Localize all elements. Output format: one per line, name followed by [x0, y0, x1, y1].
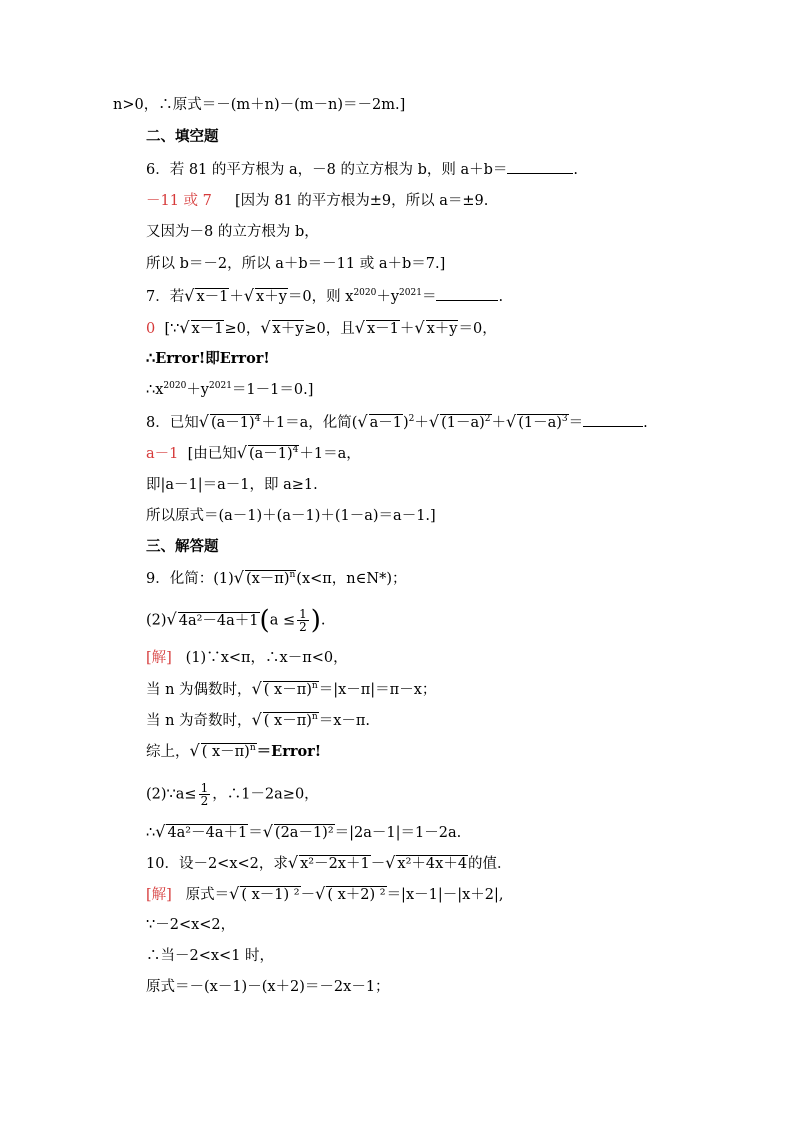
exponent: 2021 [209, 381, 232, 391]
text-fragment: ＋1＝a，化简( [261, 415, 358, 431]
text-fragment: (2)∵a≤ [146, 786, 197, 803]
solution-9 [146, 648, 348, 668]
radicand: x－1 [191, 321, 224, 337]
text-fragment: ∴x [146, 382, 164, 398]
radicand: x－1 [196, 289, 229, 305]
solution-10 [146, 884, 504, 905]
text-fragment: － [300, 887, 316, 903]
answer-value: a－1 [146, 446, 179, 462]
text-fragment: 8．已知 [146, 415, 199, 431]
text-fragment: ＋ [229, 289, 244, 305]
radical-icon: √ [229, 884, 240, 903]
text-fragment: ＝ [248, 825, 263, 841]
paren-open: ( [259, 605, 270, 636]
radical-icon: √ [354, 318, 365, 337]
text-fragment: a ≤ [269, 612, 296, 629]
radicand: ( x－π)$^n$ [263, 712, 318, 729]
exponent: 2 [408, 414, 415, 424]
radicand: $(x-\pi)^n$ [245, 570, 296, 587]
text-fragment: ＋y [376, 289, 400, 305]
radicand: x＋y [426, 321, 458, 337]
radicand: ( x－1) ² [241, 887, 300, 903]
text-line: 即|a－1|＝a－1，即 a≥1. [146, 477, 318, 493]
radicand: 4a²－4a＋1 [178, 612, 259, 629]
exponent: 2020 [353, 288, 377, 298]
text-line: 又因为－8 的立方根为 b， [146, 224, 319, 240]
radical-icon: √ [262, 822, 273, 841]
text-fragment: ＝|x－1|－|x＋2|, [386, 887, 504, 903]
text-fragment: . [643, 415, 648, 431]
text-line [146, 679, 436, 700]
text-fragment: ＝ [421, 289, 437, 305]
text-fragment: ＝x－π. [318, 713, 371, 729]
text-fragment: (x<π，n∈N*)； [296, 571, 407, 587]
text-fragment: 原式＝ [185, 887, 230, 903]
text-fragment: ＋1＝a， [299, 446, 361, 462]
text-line: 所以 b＝－2，所以 a＋b＝－11 或 a＋b＝7.] [146, 256, 446, 272]
radical-icon: √ [506, 412, 517, 431]
question-9-part-2 [146, 605, 326, 636]
question-text: 6．若 81 的平方根为 a，－8 的立方根为 b，则 a＋b＝ [146, 162, 508, 178]
text-line: ∴当－2<x<1 时， [146, 948, 275, 964]
text-fragment: ，∴1－2a≥0， [212, 786, 319, 803]
exponent: 2021 [399, 288, 422, 298]
text-fragment: 的值． [468, 856, 512, 872]
radicand: x²＋4x＋4 [397, 856, 468, 872]
radical-icon: √ [166, 609, 177, 629]
question-6 [146, 159, 578, 180]
text-line [146, 380, 313, 400]
text-fragment: ＝ [568, 415, 584, 431]
question-8 [146, 412, 648, 433]
answer-blank [507, 159, 573, 174]
text-fragment: ＝|2a－1|＝1－2a. [334, 825, 462, 841]
text-fragment: ＝0， [458, 321, 497, 337]
text-fragment: ＝Error! [256, 743, 322, 760]
fraction: $\frac{1}{2}$ [200, 781, 209, 808]
text-fragment: [∵ [164, 321, 180, 337]
text-fragment: . [573, 162, 579, 178]
solution-label: [解] [146, 650, 172, 666]
text-line [146, 822, 461, 843]
radical-icon: √ [385, 853, 396, 872]
radical-icon: √ [198, 412, 209, 431]
text-line: ∵－2<x<2， [146, 917, 236, 933]
text-line [146, 741, 321, 762]
paren-close: ) [310, 605, 321, 636]
text-fragment: ＝0，则 x [287, 289, 354, 305]
radicand: $(1-a)^3$ [518, 414, 568, 431]
text-fragment: ≥0，且 [304, 321, 355, 337]
radicand: 4a²－4a＋1 [167, 825, 248, 841]
text-fragment: 7．若 [146, 289, 185, 305]
text-fragment: ＝1－1＝0.] [231, 382, 314, 398]
radical-icon: √ [184, 286, 195, 305]
radicand: (2a－1)² [274, 825, 334, 841]
radical-icon: √ [315, 884, 326, 903]
text-fragment: ＋ [399, 321, 415, 337]
text-fragment: ＋ [414, 415, 429, 431]
text-fragment: . [320, 612, 326, 629]
solution-label: [解] [146, 887, 172, 903]
text-line: 原式＝－(x－1)－(x＋2)＝－2x－1； [146, 979, 390, 995]
text-fragment: 9．化简：(1) [146, 571, 234, 587]
text-fragment: 综上， [146, 744, 190, 760]
radicand: x²－2x＋1 [300, 856, 370, 872]
radicand: x－1 [366, 321, 399, 337]
text-line: ∴Error!即Error! [146, 350, 270, 367]
radical-icon: √ [260, 318, 271, 337]
radical-icon: √ [155, 822, 166, 841]
text-line: n>0，∴原式＝－(m＋n)－(m－n)＝－2m.] [113, 97, 406, 113]
text-fragment: ＋ [491, 415, 506, 431]
text-line [146, 710, 370, 731]
text-fragment: (2) [146, 612, 167, 629]
radical-icon: √ [251, 679, 262, 698]
text-fragment: ) [402, 415, 409, 431]
answer-blank [583, 412, 643, 427]
question-10 [146, 853, 512, 874]
radical-icon: √ [233, 568, 244, 587]
exponent: 2020 [163, 381, 187, 391]
explanation-text: [因为 81 的平方根为±9，所以 a＝±9. [234, 193, 489, 209]
radicand: a－1 [369, 415, 402, 431]
radicand: x＋y [272, 321, 304, 337]
question-9 [146, 568, 406, 589]
answer-value: 0 [146, 321, 156, 337]
text-fragment: ≥0， [224, 321, 261, 337]
section-heading: 三、解答题 [146, 538, 219, 555]
question-7 [146, 286, 503, 307]
radicand: ( x－π)$^n$ [201, 743, 256, 760]
radical-icon: √ [428, 412, 440, 431]
answer-8 [146, 443, 361, 464]
radical-icon: √ [189, 741, 200, 760]
radicand: $(a-1)^4$ [210, 414, 261, 431]
section-heading: 二、填空题 [146, 128, 219, 145]
answer-7 [146, 318, 497, 339]
text-fragment: 当 n 为偶数时， [146, 682, 252, 698]
text-line: 所以原式＝(a－1)＋(a－1)＋(1－a)＝a－1.] [146, 508, 436, 524]
radical-icon: √ [357, 412, 368, 431]
text-fragment: [由已知 [187, 446, 237, 462]
text-fragment: ＝|x－π|＝π－x； [318, 682, 437, 698]
radicand: x＋y [256, 289, 287, 305]
text-fragment: . [498, 289, 504, 305]
radicand: $(a-1)^4$ [248, 445, 299, 462]
radical-icon: √ [287, 853, 299, 872]
text-fragment: ＋y [186, 382, 210, 398]
radical-icon: √ [414, 318, 425, 337]
radical-icon: √ [251, 710, 262, 729]
radical-icon: √ [179, 318, 190, 337]
fraction: $\frac{1}{2}$ [299, 607, 307, 634]
text-fragment: － [370, 856, 386, 872]
radicand: $(1-a)^2$ [441, 414, 491, 431]
radical-icon: √ [243, 286, 255, 305]
text-fragment: 10．设－2<x<2，求 [146, 856, 288, 872]
text-line [146, 782, 319, 807]
radicand: ( x＋2) ² [327, 887, 386, 903]
answer-blank [436, 286, 498, 301]
answer-6 [146, 191, 488, 211]
radical-icon: √ [236, 443, 247, 462]
text-fragment: ∴ [146, 825, 156, 841]
text-fragment: (1)∵x<π，∴x－π<0， [185, 650, 348, 666]
radicand: ( x－π)$^n$ [263, 681, 318, 698]
text-fragment: 当 n 为奇数时， [146, 713, 252, 729]
answer-value: －11 或 7 [146, 193, 212, 209]
